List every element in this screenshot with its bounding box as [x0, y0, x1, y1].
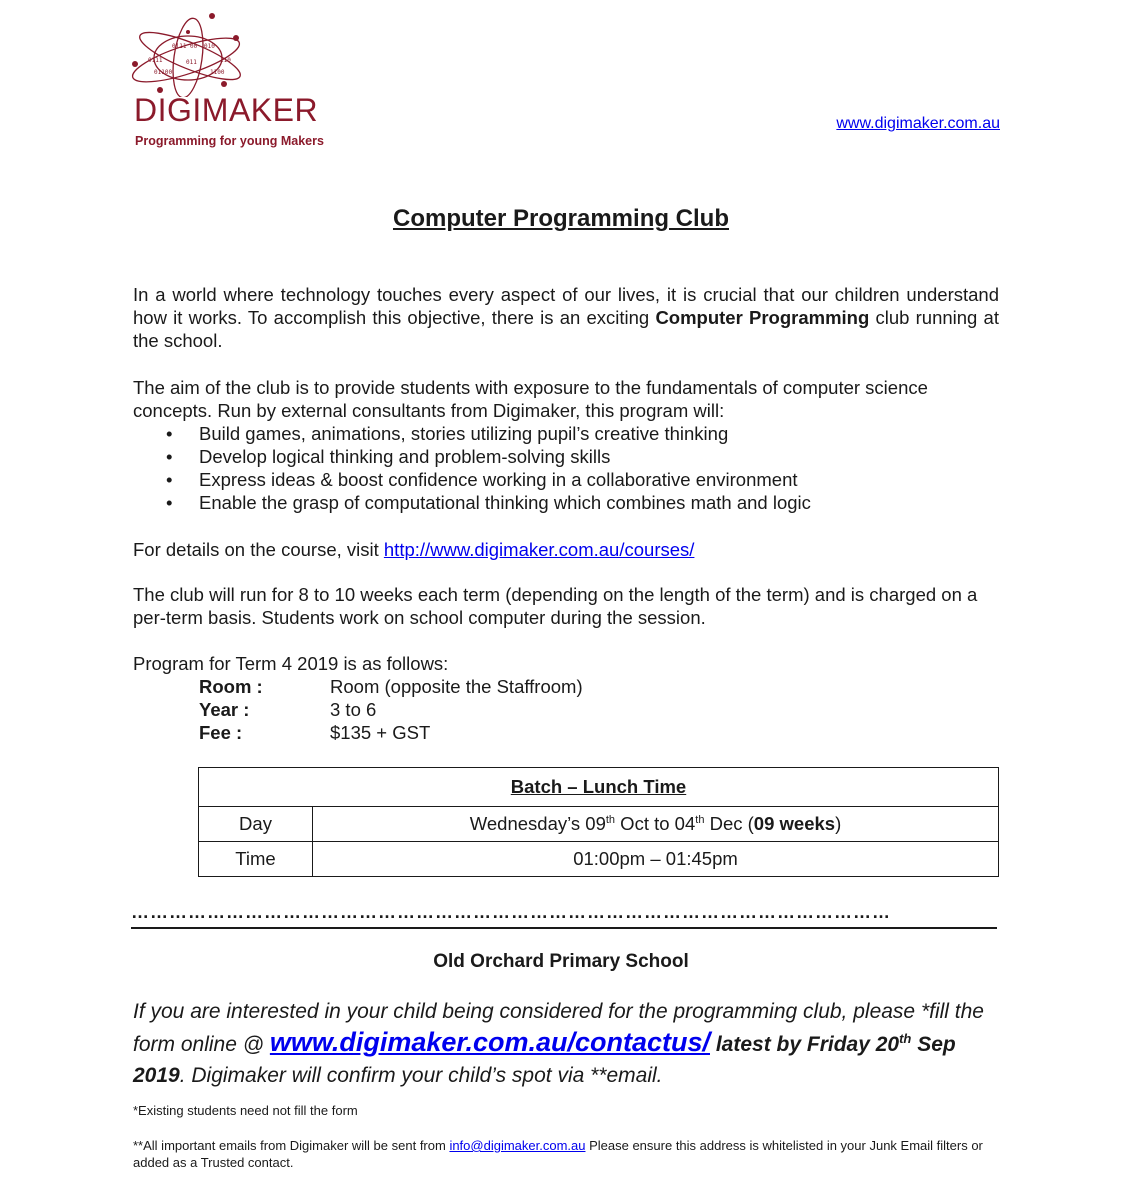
program-section — [133, 652, 999, 744]
time-label: Time — [199, 842, 313, 877]
interest-text: If you are interested in your child being considered for the programming club, please *fill the form online @ — [133, 1000, 984, 1056]
logo-bit: 1100 — [210, 69, 225, 76]
details-paragraph — [133, 538, 999, 561]
list-item: • Express ideas & boost confidence working in a collaborative environment — [199, 468, 999, 491]
batch-heading: Batch – Lunch Time — [199, 768, 999, 807]
intro-bold: Computer Programming — [655, 307, 870, 328]
schedule-paragraph: The club will run for 8 to 10 weeks each term (depending on the length of the term) and is charged on a per-term basis. Students work on school computer during the session. — [133, 584, 978, 628]
program-label: Fee : — [199, 722, 243, 743]
program-row-room — [133, 675, 999, 698]
program-row-fee — [133, 721, 999, 744]
deadline-text: latest by Friday 20 — [710, 1033, 900, 1056]
intro-paragraph — [133, 283, 999, 352]
logo-bit: 01100 — [154, 69, 173, 76]
logo-bit: 00 — [190, 43, 198, 50]
logo-bit: 110 — [220, 57, 231, 64]
aim-section — [133, 376, 999, 514]
table-row — [199, 842, 999, 877]
footnote-existing-students: *Existing students need not fill the form — [133, 1103, 358, 1118]
logo-bit: 011 — [186, 59, 197, 66]
day-label: Day — [199, 807, 313, 842]
program-intro: Program for Term 4 2019 is as follows: — [133, 653, 449, 674]
footnote-email: **All important emails from Digimaker will be sent from info@digimaker.com.au Please ensure this address is whitelisted in your Junk Email filters or added as a Trusted contact. — [133, 1138, 983, 1170]
batch-table — [198, 767, 999, 877]
dotted-separator: ………………………………………………………………………………………………………… — [131, 905, 997, 929]
website-link[interactable]: www.digimaker.com.au — [836, 115, 1000, 132]
aim-text: The aim of the club is to provide students with exposure to the fundamentals of computer science concepts. Run by external consultants from Digimaker, this program will: — [133, 377, 928, 421]
day-value: Wednesday’s 09th Oct to 04th Dec (09 weeks) — [313, 807, 999, 842]
time-value: 01:00pm – 01:45pm — [313, 842, 999, 877]
intro-text-end: club running at the school. — [133, 307, 999, 351]
list-item: • Build games, animations, stories utilizing pupil’s creative thinking — [199, 422, 999, 445]
email-link[interactable]: info@digimaker.com.au — [449, 1138, 586, 1153]
page-title: Computer Programming Club — [392, 205, 729, 232]
program-value: 3 to 6 — [330, 699, 377, 720]
logo-bit: 0111 — [172, 43, 187, 50]
list-item: • Develop logical thinking and problem-solving skills — [199, 445, 999, 468]
details-text: For details on the course, visit — [133, 539, 384, 560]
table-row — [199, 768, 999, 807]
program-value: Room (opposite the Staffroom) — [330, 676, 583, 697]
logo-bit: 0111 — [148, 57, 163, 64]
program-label: Year : — [199, 699, 250, 720]
school-name: Old Orchard Primary School — [433, 951, 689, 972]
interest-paragraph: If you are interested in your child being considered for the programming club, please *fill the form online @ www.digimaker.com.au/contactus/ latest by Friday 20th Sep 2019. Digimaker will confirm your child’s spot via **email. — [133, 1000, 984, 1087]
logo-name: DIGIMAKER — [134, 92, 319, 128]
list-item: • Enable the grasp of computational thinking which combines math and logic — [199, 491, 999, 514]
digimaker-logo — [128, 12, 368, 152]
courses-link[interactable]: http://www.digimaker.com.au/courses/ — [383, 539, 695, 560]
program-row-year — [133, 698, 999, 721]
program-label: Room : — [199, 676, 263, 697]
program-value: $135 + GST — [330, 722, 431, 743]
atom-logo-icon — [128, 12, 368, 97]
logo-bit: 010 — [204, 43, 215, 50]
logo-tagline: Programming for young Makers — [135, 134, 324, 148]
interest-text-end: . Digimaker will confirm your child’s spot via **email. — [179, 1064, 663, 1087]
intro-text: In a world where technology touches every aspect of our lives, it is crucial that our children understand how it works. To accomplish this objective, there is an exciting — [133, 284, 999, 328]
aim-bullet-list — [133, 422, 999, 514]
table-row — [199, 807, 999, 842]
contact-link[interactable]: www.digimaker.com.au/contactus/ — [269, 1027, 710, 1057]
